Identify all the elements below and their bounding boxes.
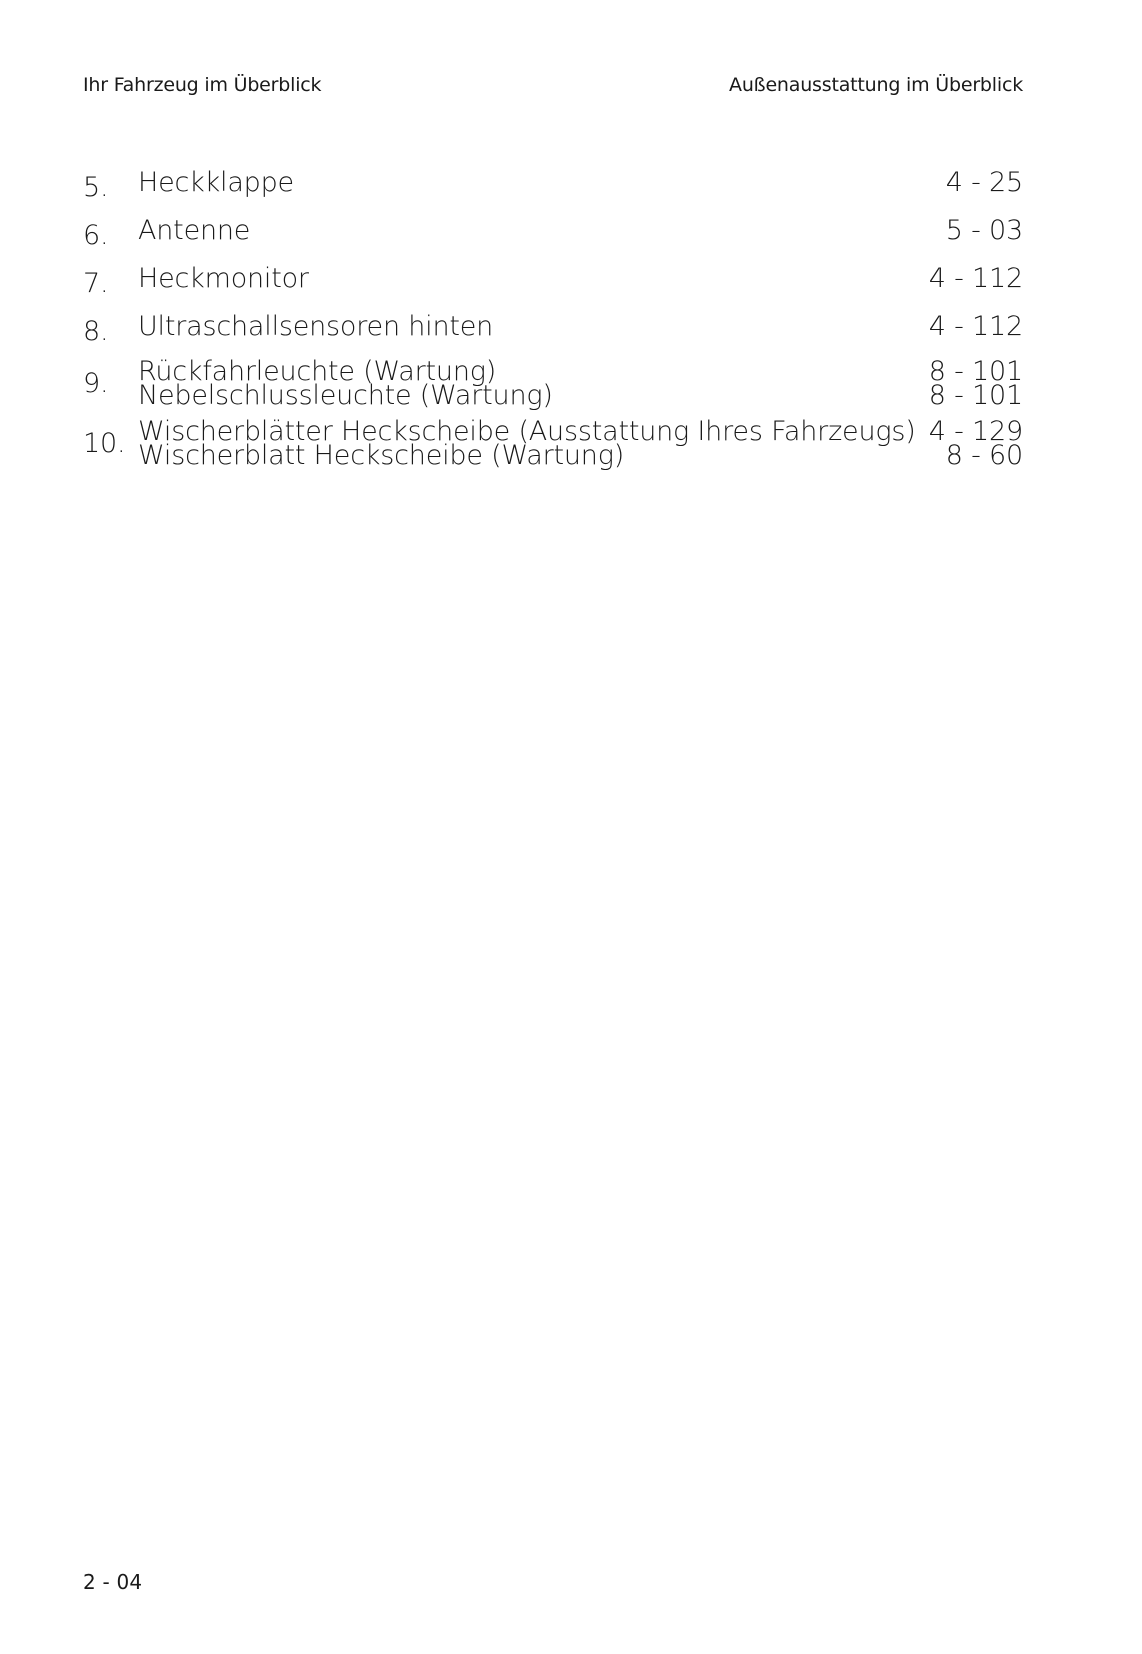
toc-entry-number: 7.	[83, 268, 109, 299]
toc-entry-number: 9.	[83, 368, 109, 399]
toc-line	[138, 216, 1023, 246]
toc-entry-page: 8 - 101	[928, 380, 1023, 411]
toc-entry	[83, 168, 1023, 216]
toc-entry-page: 8 - 60	[945, 440, 1023, 471]
toc-entry-title: Wischerblätter Heckscheibe (Ausstattung Ihres Fahrzeugs)	[138, 416, 916, 447]
toc-entry	[83, 264, 1023, 312]
toc-entry-title: Antenne	[138, 215, 251, 246]
header-chapter-title: Ihr Fahrzeug im Überblick	[83, 74, 322, 96]
toc-entry-page: 4 - 129	[928, 416, 1023, 447]
toc-entry-number: 8.	[83, 316, 109, 347]
toc-entry-page: 4 - 25	[945, 167, 1023, 198]
toc-entry-title: Ultraschallsensoren hinten	[138, 311, 494, 342]
toc-entry-number: 5.	[83, 172, 109, 203]
toc-line	[138, 264, 1023, 294]
toc-entry	[83, 356, 1023, 420]
toc-entry-title: Rückfahrleuchte (Wartung)	[138, 356, 497, 387]
header-section-title: Außenausstattung im Überblick	[729, 74, 1023, 96]
toc-entry-number: 10.	[83, 428, 126, 459]
toc-line	[138, 168, 1023, 198]
toc-entry-title: Wischerblatt Heckscheibe (Wartung)	[138, 440, 625, 471]
toc-entry	[83, 216, 1023, 264]
toc-entry-page: 4 - 112	[928, 311, 1023, 342]
toc-entry	[83, 312, 1023, 360]
toc-line	[138, 312, 1023, 342]
toc-entry-title: Heckmonitor	[138, 263, 309, 294]
toc-entry-page: 5 - 03	[945, 215, 1023, 246]
toc-entry-page: 4 - 112	[928, 263, 1023, 294]
toc-list	[83, 168, 1023, 480]
toc-entry-title: Nebelschlussleuchte (Wartung)	[138, 380, 553, 411]
toc-line	[138, 440, 1023, 471]
toc-entry-number: 6.	[83, 220, 109, 251]
toc-line	[138, 380, 1023, 411]
toc-entry-title: Heckklappe	[138, 167, 294, 198]
toc-entry	[83, 416, 1023, 480]
toc-entry-page: 8 - 101	[928, 356, 1023, 387]
page-number: 2 - 04	[83, 1570, 143, 1594]
